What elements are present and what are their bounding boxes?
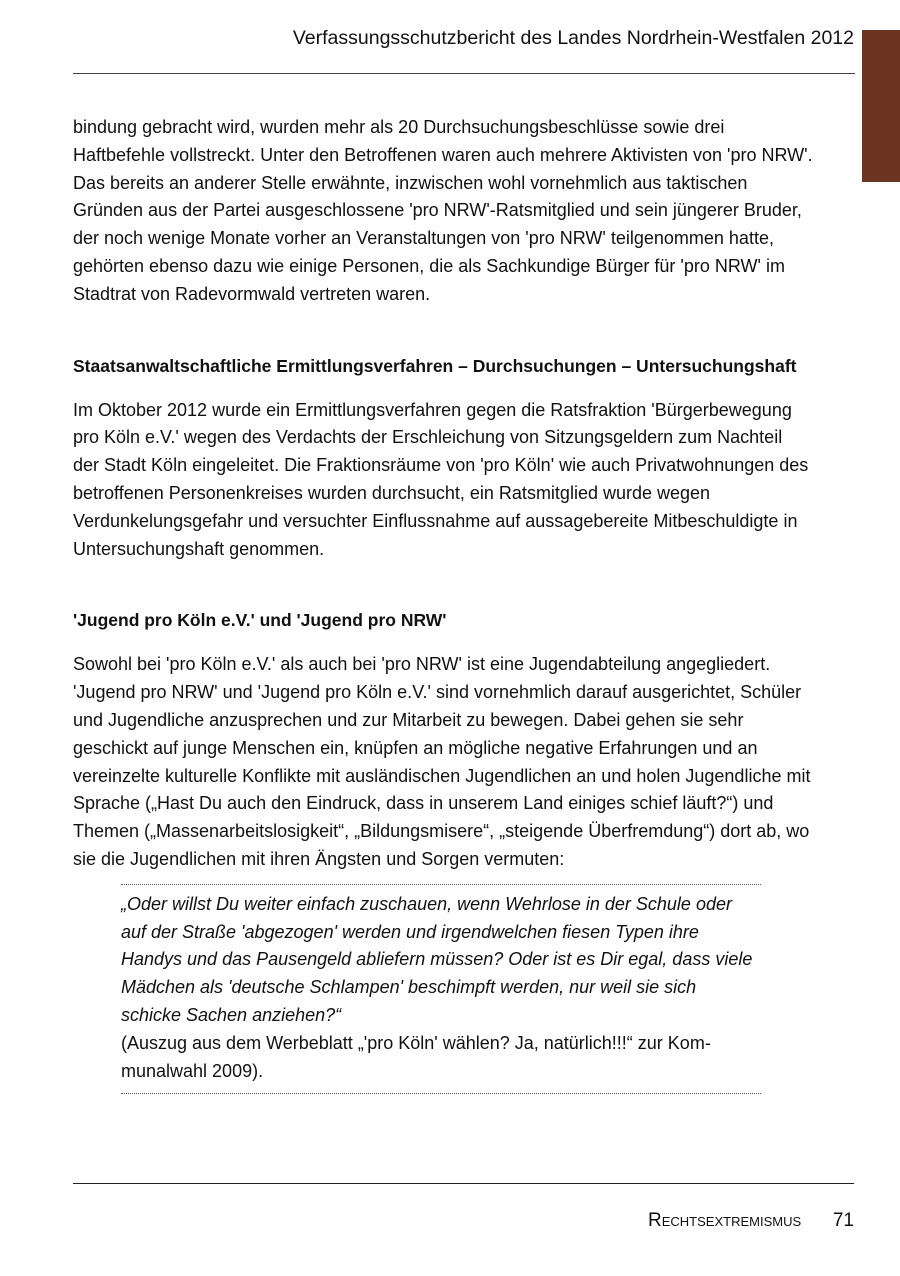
paragraph-jugend: Sowohl bei 'pro Köln e.V.' als auch bei 'pro NRW' ist eine Jugendabteilung angegliedert. 'Jugend pro NRW' und 'Jugend pro Köln e.V.' sind vornehmlich darauf ausgerichtet, Schüler und Jugendliche anzusprechen und zur Mitarbeit zu bewegen. Dabei gehen sie sehr geschickt auf junge Menschen ein, knüpfen an mögliche negative Erfahrungen und an vereinzelte kulturelle Konflikte mit ausländischen Jugendlichen an und holen Jugendliche mit Sprache („Hast Du auch den Eindruck, dass in unserem Land einiges schief läuft?“) und Themen („Massenarbeitslosigkeit“, „Bildungsmisere“, „steigende Überfremdung“) dort ab, wo sie die Jugendlichen mit ihren Ängsten und Sorgen vermuten: [73, 654, 811, 869]
paragraph-continuation: bindung gebracht wird, wurden mehr als 20 Durchsuchungsbeschlüsse sowie drei Haftbefehle vollstreckt. Unter den Betroffenen waren auch mehrere Aktivisten von 'pro NRW'. Das bereits an anderer Stelle erwähnte, inzwischen wohl vornehmlich aus taktischen Gründen aus der Partei ausgeschlossene 'pro NRW'-Ratsmitglied und sein jüngerer Bruder, der noch wenige Monate vorher an Veranstaltungen von 'pro NRW' teilgenommen hatte, gehörten ebenso dazu wie einige Personen, die als Sachkundige Bürger für 'pro NRW' im Stadtrat von Radevormwald vertreten waren. [73, 117, 813, 304]
section-heading-ermittlungsverfahren: Staatsanwaltschaftliche Ermittlungsverfahren – Durchsuchungen – Untersuchungshaft [73, 355, 797, 376]
quote-source: (Auszug aus dem Werbeblatt „'pro Köln' wählen? Ja, natürlich!!!“ zur Kommunalwahl 2009). [121, 1032, 711, 1081]
quote-text: „Oder willst Du weiter einfach zuschauen, wenn Wehrlose in der Schule oder auf der Straße 'abgezogen' werden und irgendwelchen fiesen Typen ihre Handys und das Pausengeld abliefern müssen? Oder ist es Dir egal, dass viele Mädchen als 'deutsche Schlampen' beschimpft werden, nur weil sie sich schicke Sachen anziehen?“ [121, 893, 753, 1025]
quote-box [121, 884, 761, 1095]
running-header-title: Verfassungsschutzbericht des Landes Nordrhein-Westfalen 2012 [292, 27, 854, 49]
footer-divider [73, 1183, 854, 1184]
chapter-tab-marker [862, 30, 900, 182]
footer-section-label: Rechtsextremismus [648, 1210, 802, 1231]
section-heading-jugend: 'Jugend pro Köln e.V.' und 'Jugend pro NRW' [73, 610, 447, 631]
header-divider [73, 73, 855, 74]
main-content [73, 114, 813, 1094]
page-number: 71 [832, 1210, 854, 1231]
paragraph-ermittlungsverfahren: Im Oktober 2012 wurde ein Ermittlungsverfahren gegen die Ratsfraktion 'Bürgerbewegung pro Köln e.V.' wegen des Verdachts der Erschleichung von Sitzungsgeldern zum Nachteil der Stadt Köln eingeleitet. Die Fraktionsräume von 'pro Köln' wie auch Privatwohnungen des betroffenen Personenkreises wurden durchsucht, ein Ratsmitglied wurde wegen Verdunkelungsgefahr und versuchter Einflussnahme auf aussagebereite Mitbeschuldigte in Untersuchungshaft genommen. [73, 399, 809, 559]
